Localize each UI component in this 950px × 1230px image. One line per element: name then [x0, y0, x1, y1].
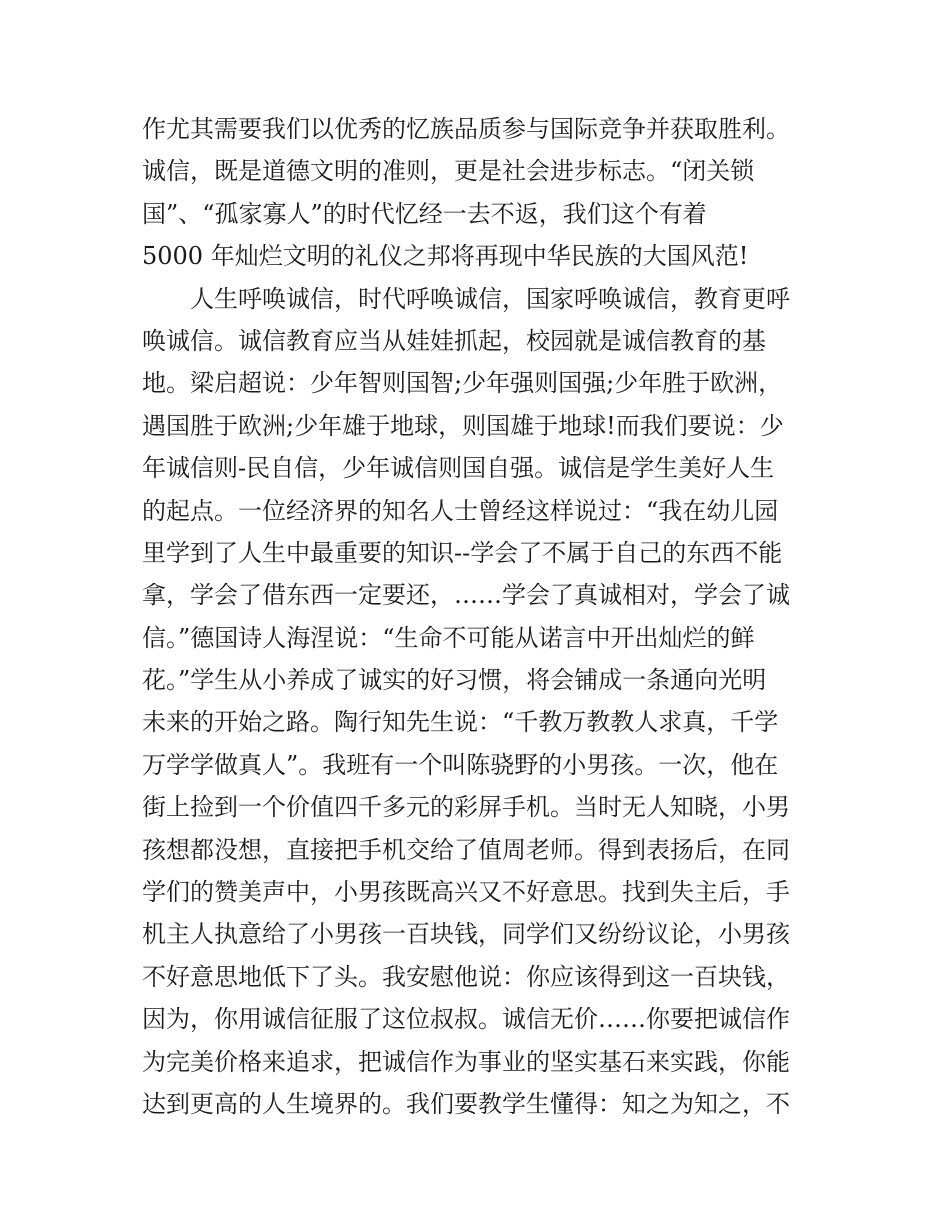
- text-line: 地。梁启超说：少年智则国智;少年强则国强;少年胜于欧洲，: [142, 369, 783, 398]
- text-line: 万学学做真人”。我班有一个叫陈骁野的小男孩。一次，他在: [142, 750, 779, 779]
- text-line: 的起点。一位经济界的知名人士曾经这样说过：“我在幼儿园: [142, 496, 779, 525]
- text-line: 不好意思地低下了头。我安慰他说：你应该得到这一百块钱，: [142, 962, 790, 991]
- text-line: 因为，你用诚信征服了这位叔叔。诚信无价……你要把诚信作: [142, 1005, 790, 1034]
- document-body-text: [142, 108, 822, 1125]
- text-line: 街上捡到一个价值四千多元的彩屏手机。当时无人知晓，小男: [142, 793, 790, 822]
- text-line: 机主人执意给了小男孩一百块钱，同学们又纷纷议论，小男孩: [142, 920, 790, 949]
- paragraph-first-line: 人生呼唤诚信，时代呼唤诚信，国家呼唤诚信，教育更呼: [190, 284, 790, 313]
- text-line: 唤诚信。诚信教育应当从娃娃抓起，校园就是诚信教育的基: [142, 326, 766, 355]
- text-line: 国”、“孤家寡人”的时代忆经一去不返，我们这个有着: [142, 199, 707, 228]
- text-line: 拿，学会了借东西一定要还，……学会了真诚相对，学会了诚: [142, 581, 790, 610]
- text-line: 为完美价格来追求，把诚信作为事业的坚实基石来实践，你能: [142, 1047, 790, 1076]
- text-line: 达到更高的人生境界的。我们要教学生懂得：知之为知之，不: [142, 1089, 790, 1118]
- text-line: 未来的开始之路。陶行知先生说：“千教万教教人求真，千学: [142, 708, 779, 737]
- text-line: 5000 年灿烂文明的礼仪之邦将再现中华民族的大国风范!: [142, 242, 749, 271]
- text-line: 信。”德国诗人海涅说：“生命不可能从诺言中开出灿烂的鲜: [142, 623, 755, 652]
- text-line: 孩想都没想，直接把手机交给了值周老师。得到表扬后，在同: [142, 835, 790, 864]
- text-line: 花。”学生从小养成了诚实的好习惯，将会铺成一条通向光明: [142, 666, 767, 695]
- text-line: 年诚信则-民自信，少年诚信则国自强。诚信是学生美好人生: [142, 454, 775, 483]
- text-line: 学们的赞美声中，小男孩既高兴又不好意思。找到失主后，手: [142, 878, 790, 907]
- text-line: 作尤其需要我们以优秀的忆族品质参与国际竞争并获取胜利。: [142, 115, 790, 143]
- text-line: 诚信，既是道德文明的准则，更是社会进步标志。“闭关锁: [142, 157, 755, 186]
- text-line: 遇国胜于欧洲;少年雄于地球，则国雄于地球!而我们要说：少: [142, 411, 784, 440]
- text-line: 里学到了人生中最重要的知识--学会了不属于自己的东西不能: [142, 538, 783, 567]
